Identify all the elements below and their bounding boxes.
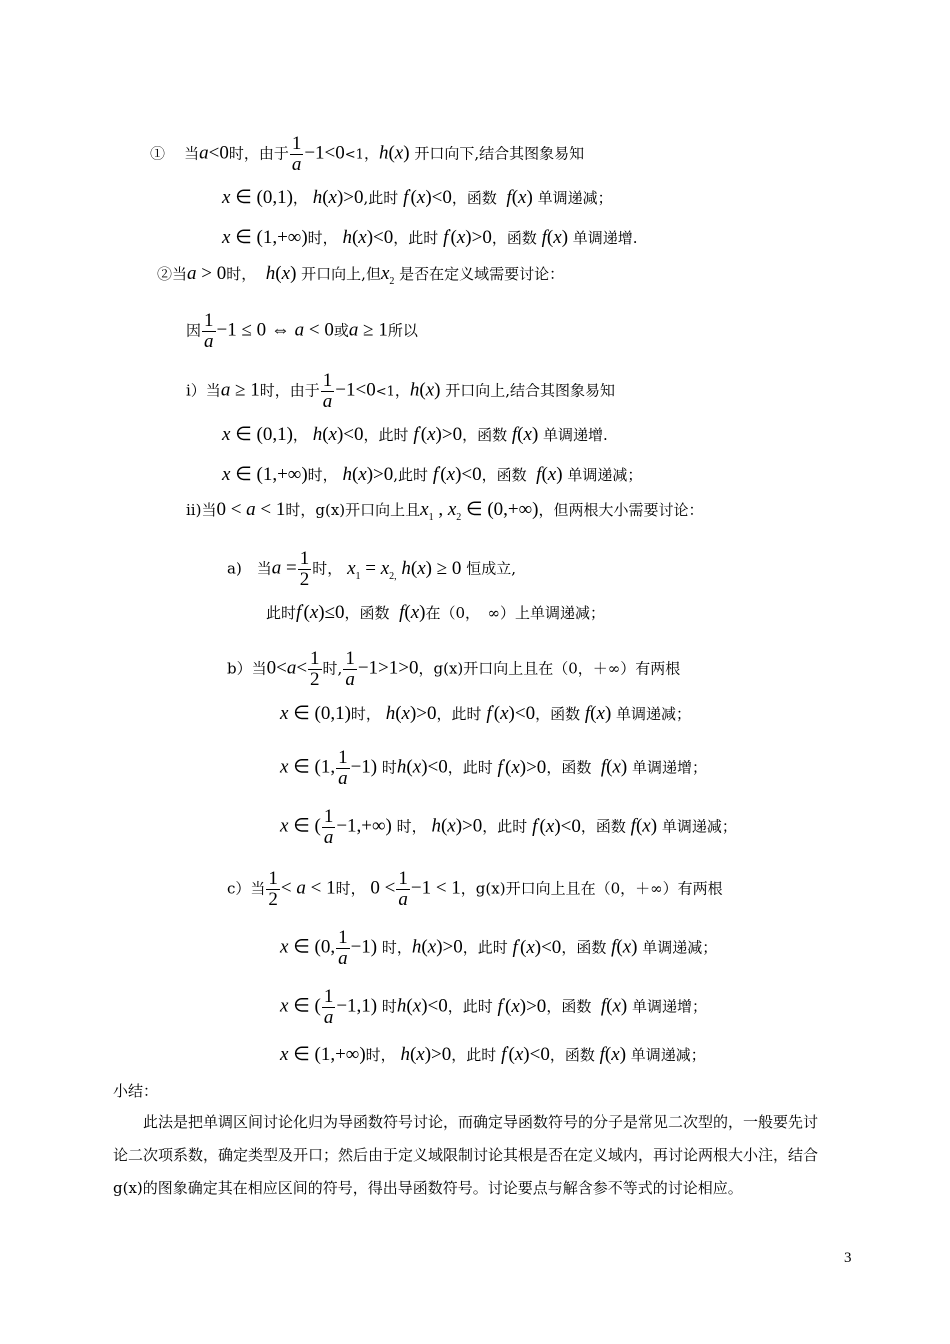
fraction: $\frac{1}{a}$ bbox=[345, 648, 355, 690]
fraction: $\frac{1}{a}$ bbox=[291, 133, 302, 175]
fraction: $\frac{1}{a}$ bbox=[323, 806, 334, 848]
case-number: ① bbox=[150, 144, 166, 163]
math-line: x ∈ (1,+∞)时， h(x)>0，此时 f′(x)<0，函数 f(x) 单调递减； bbox=[280, 1044, 706, 1065]
math-line: x ∈ (0,1)， h(x)<0，此时 f′(x)>0，函数 f(x) 单调递增. bbox=[222, 424, 608, 445]
math-line: x ∈ (0,1)， h(x)>0,此时 f′(x)<0，函数 f(x) 单调递减； bbox=[222, 187, 613, 208]
fraction: $\frac{1}{a}$ bbox=[398, 868, 408, 910]
subcase-ii-line: ii)当0 < a < 1时，g(x)开口向上且$x_1$ , $x_2$ ∈ (0,+∞)，但两根大小需要讨论： bbox=[186, 499, 704, 523]
fraction: $\frac{1}{2}$ bbox=[299, 548, 310, 590]
fraction: $\frac{1}{2}$ bbox=[268, 868, 278, 910]
math-line: x ∈ (1, $\frac{1}{a}$ −1) 时h(x)<0，此时 f′(x)>0，函数 f(x) 单调递增； bbox=[280, 747, 708, 789]
fraction: $\frac{1}{a}$ bbox=[204, 310, 214, 352]
fraction: $\frac{1}{a}$ bbox=[323, 986, 334, 1028]
summary-title: 小结： bbox=[113, 1082, 159, 1100]
subcase-c-line: c）当 $\frac{1}{2}$ < a < 1时， 0 < $\frac{1}{a}$ −1 < 1，g(x)开口向上且在（0，＋∞）有两根 bbox=[227, 868, 723, 910]
math-line: x ∈ (1,+∞)时， h(x)<0，此时 f′(x)>0，函数 f(x) 单调递增. bbox=[222, 227, 638, 248]
page-number: 3 bbox=[844, 1250, 852, 1266]
math-line: x ∈ ( $\frac{1}{a}$ −1,1) 时h(x)<0，此时 f′(x)>0，函数 f(x) 单调递增； bbox=[280, 986, 708, 1028]
subcase-a-line: a) 当a = $\frac{1}{2}$ 时， $x_1 = x_{2,}$ h(x) ≥ 0 恒成立, bbox=[227, 548, 516, 590]
math-line: x ∈ (0,1)时， h(x)>0，此时 f′(x)<0，函数 f(x) 单调递减； bbox=[280, 703, 692, 724]
math-line: x ∈ (1,+∞)时， h(x)>0,此时 f′(x)<0，函数 f(x) 单调递减； bbox=[222, 464, 643, 485]
math-line: x ∈ ( $\frac{1}{a}$ −1,+∞) 时， h(x)>0，此时 f′(x)<0，函数 f(x) 单调递减； bbox=[280, 806, 737, 848]
fraction: $\frac{1}{a}$ bbox=[338, 927, 348, 969]
subcase-i-line: i）当a ≥ 1时，由于 $\frac{1}{a}$ −1<0<1，h(x) 开口向上,结合其图象易知 bbox=[186, 370, 616, 412]
formula: a bbox=[199, 142, 209, 164]
fraction: $\frac{1}{2}$ bbox=[310, 648, 320, 690]
condition-line: 因 $\frac{1}{a}$ −1 ≤ 0 ⇔ a < 0或a ≥ 1所以 bbox=[186, 310, 418, 352]
summary-paragraph: 此法是把单调区间讨论化归为导函数符号讨论，而确定导函数符号的分子是常见二次型的，一般要先讨论二次项系数，确定类型及开口；然后由于定义域限制讨论其根是否在定义域内，再讨论两根大小注，结合g(x)的图象确定其在相应区间的符号，得出导函数符号。讨论要点与解含参不等式的讨论相应。 bbox=[113, 1113, 819, 1197]
case-2-line: ②当a > 0时， h(x) 开口向上,但$x_2$ 是否在定义域需要讨论： bbox=[157, 263, 565, 287]
fraction: $\frac{1}{a}$ bbox=[338, 747, 348, 789]
case-1-line: ① 当a<0时，由于 $\frac{1}{a}$ −1<0<1，h(x) 开口向下,结合其图象易知 bbox=[150, 133, 585, 175]
math-line: 此时f′(x)≤0，函数 f(x)在（0， ∞）上单调递减； bbox=[266, 602, 605, 623]
math-line: x ∈ (0, $\frac{1}{a}$ −1) 时，h(x)>0，此时 f′(x)<0，函数 f(x) 单调递减； bbox=[280, 927, 718, 969]
subcase-b-line: b）当0<a< $\frac{1}{2}$ 时, $\frac{1}{a}$ −1>1>0，g(x)开口向上且在（0，＋∞）有两根 bbox=[227, 648, 681, 690]
fraction: $\frac{1}{a}$ bbox=[322, 370, 333, 412]
